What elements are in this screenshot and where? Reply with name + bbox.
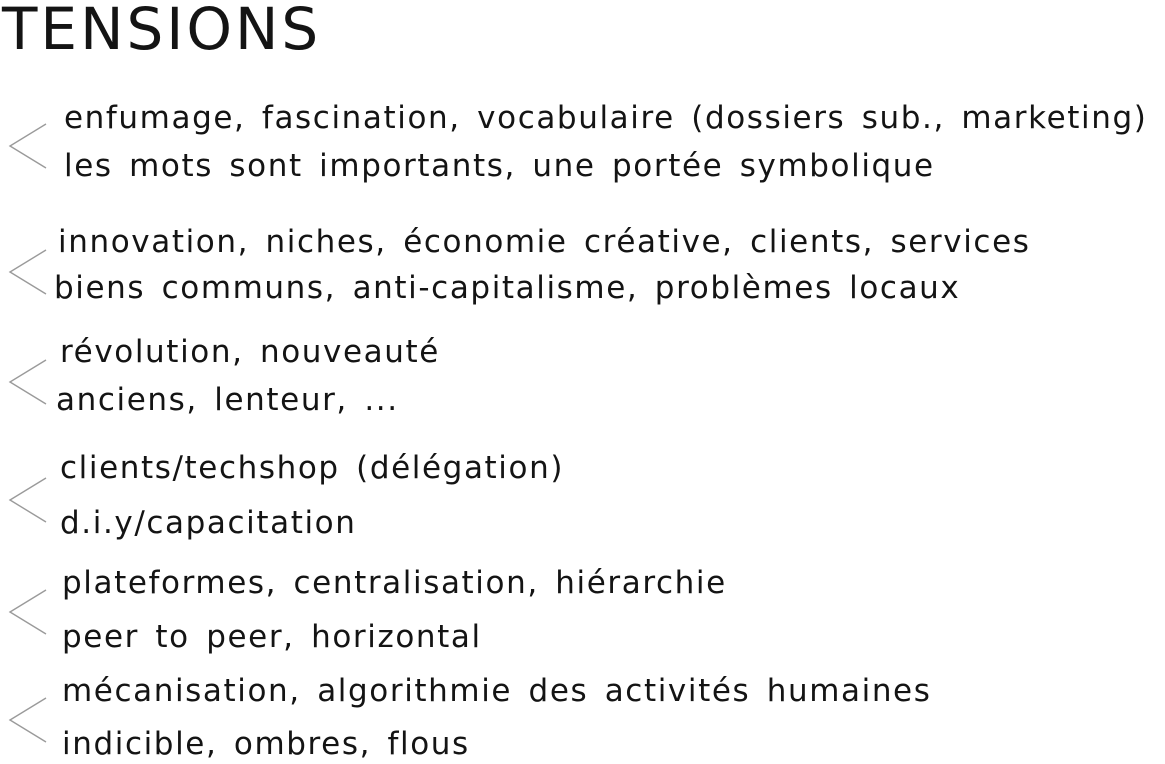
tension-pair-bottom-text: d.i.y/capacitation: [60, 505, 357, 541]
page-title: TENSIONS: [2, 0, 322, 63]
tension-pair-top-text: plateformes, centralisation, hiérarchie: [62, 565, 727, 601]
less-than-chevron-icon: [6, 692, 50, 752]
less-than-chevron-icon: [6, 472, 50, 532]
tension-pair-bottom-text: les mots sont importants, une portée symbolique: [64, 148, 935, 184]
less-than-chevron-icon: [6, 584, 50, 644]
tension-pair-bottom-text: anciens, lenteur, ...: [56, 382, 399, 418]
tension-pair-top-text: enfumage, fascination, vocabulaire (dossiers sub., marketing): [64, 100, 1148, 136]
tension-pair-top-text: clients/techshop (délégation): [60, 450, 565, 486]
tension-pair-bottom-text: peer to peer, horizontal: [62, 619, 482, 655]
less-than-chevron-icon: [6, 354, 50, 414]
less-than-chevron-icon: [6, 244, 50, 304]
tension-pair-top-text: innovation, niches, économie créative, clients, services: [58, 224, 1031, 260]
tension-pair-bottom-text: biens communs, anti-capitalisme, problèmes locaux: [54, 270, 961, 306]
tension-pair-bottom-text: indicible, ombres, flous: [62, 726, 470, 762]
tension-pair-top-text: révolution, nouveauté: [60, 334, 440, 370]
less-than-chevron-icon: [6, 118, 50, 178]
tension-pair-top-text: mécanisation, algorithmie des activités humaines: [62, 673, 932, 709]
